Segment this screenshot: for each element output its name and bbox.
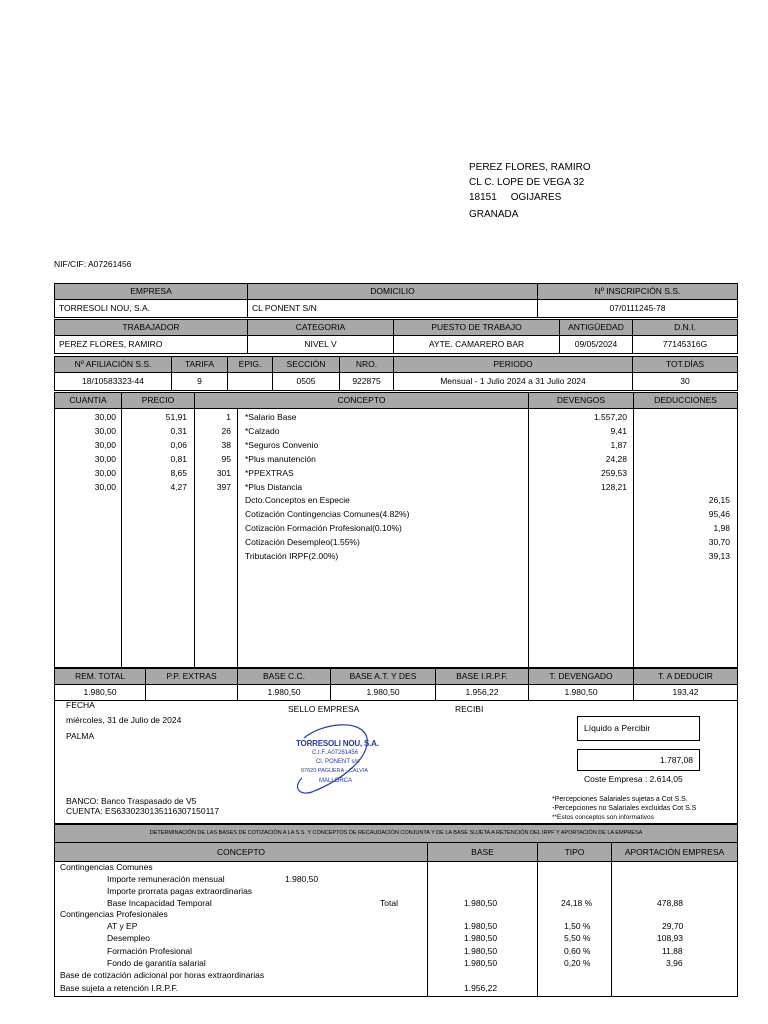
note-2: -Percepciones no Salariales excluidas Cot S.S — [552, 805, 697, 812]
stamp-line-4: 07620 PAGUERA - CALVIA — [301, 768, 369, 774]
concept-concepto: *Salario Base — [245, 412, 297, 422]
header-domicilio: DOMICILIO — [247, 283, 538, 300]
header-t-devengado: T. DEVENGADO — [528, 668, 634, 685]
worker-name: PEREZ FLORES, RAMIRO — [54, 335, 248, 354]
stamp-line-5: MALLORCA — [319, 778, 353, 784]
divider — [237, 408, 238, 668]
divider — [528, 408, 529, 668]
header-dni: D.N.I. — [632, 319, 738, 336]
header-base-irpf: BASE I.R.P.F. — [435, 668, 529, 685]
header-tarifa: TARIFA — [171, 356, 228, 373]
header-categoria: CATEGORIA — [247, 319, 394, 336]
concept-concepto: *Calzado — [245, 425, 280, 436]
header-devengos: DEVENGOS — [528, 392, 634, 409]
liquido-label-box — [577, 716, 700, 741]
divider — [427, 861, 428, 997]
header-afiliacion: Nº AFILIACIÓN S.S. — [54, 356, 172, 373]
concept-precio: 0,31 — [170, 425, 187, 436]
concept-cuantia: 30,00 — [94, 467, 116, 478]
concept-devengo: 24,28 — [605, 453, 627, 464]
determ-at-base: 1.980,50 — [464, 921, 498, 931]
determ-bca: Base de cotización adicional por horas extraordinarias — [60, 970, 265, 980]
recipient-address — [469, 160, 591, 222]
concept-precio: 0,81 — [170, 453, 187, 464]
determ-at: AT y EP — [107, 921, 138, 931]
concept-cuantia: 30,00 — [94, 453, 116, 464]
determ-bit-base: 1.980,50 — [464, 898, 498, 908]
determ-cp: Contingencias Profesionales — [60, 909, 168, 919]
header-rem-total: REM. TOTAL — [54, 668, 146, 685]
nro-value: 922875 — [339, 372, 394, 391]
determ-fp-base: 1.980,50 — [464, 946, 498, 956]
banco: BANCO: Banco Traspasado de V5 — [66, 796, 197, 806]
determ-des-base: 1.980,50 — [464, 933, 498, 943]
concept-code: 26 — [221, 425, 231, 436]
tarifa-value: 9 — [171, 372, 228, 391]
seccion-value: 0505 — [272, 372, 340, 391]
determ-at-ap: 29,70 — [662, 921, 684, 931]
determ-des-ap: 108,93 — [657, 933, 683, 943]
recipient-province: GRANADA — [469, 209, 519, 220]
header-inscripcion: Nº INSCRIPCIÓN S.S. — [537, 283, 738, 300]
concept-concepto: *Plus manutención — [245, 453, 316, 464]
concept-cuantia: 30,00 — [94, 481, 116, 492]
concept-precio: 8,65 — [170, 467, 187, 478]
concept-concepto: Tributación IRPF(2.00%) — [245, 551, 339, 561]
concept-concepto: Cotización Contingencias Comunes(4.82%) — [245, 509, 410, 520]
concept-devengo: 1,87 — [610, 439, 627, 450]
header-empresa: EMPRESA — [54, 283, 248, 300]
concept-cuantia: 30,00 — [94, 439, 116, 450]
t-deducir-value: 193,42 — [633, 684, 738, 701]
company-inscripcion: 07/0111245-78 — [537, 299, 738, 318]
header-totdias: TOT.DÍAS — [632, 356, 738, 373]
determ-at-tipo: 1,50 % — [564, 921, 591, 931]
concept-devengo: 1.557,20 — [593, 412, 627, 422]
concept-code: 95 — [221, 453, 231, 464]
header-t-deducir: T. A DEDUCIR — [633, 668, 738, 685]
concept-concepto: *Seguros Convenio — [245, 439, 319, 450]
determ-header-concepto: CONCEPTO — [54, 842, 428, 862]
concept-devengo: 128,21 — [601, 481, 627, 492]
concept-devengo: 259,53 — [601, 467, 627, 478]
header-base-cc: BASE C.C. — [237, 668, 331, 685]
recipient-street: CL C. LOPE DE VEGA 32 — [469, 177, 585, 188]
company-address: CL PONENT S/N — [247, 299, 538, 318]
determ-title: DETERMINACIÓN DE LAS BASES DE COTIZACIÓN A LA S.S. Y CONCEPTOS DE RECAUDACIÓN CONJUNTA Y DE LA BASE SUJETA A RETENCIÓN DEL IRPF Y APORTACIÓN DE LA EMPRESA — [54, 824, 738, 843]
divider — [121, 408, 122, 668]
concept-deduccion: 26,15 — [708, 495, 730, 506]
determ-bsr-base: 1.956,22 — [464, 983, 498, 993]
divider — [537, 861, 538, 997]
fecha-label: FECHA — [66, 700, 95, 710]
concept-concepto: Dcto.Conceptos en Especie — [245, 495, 350, 506]
periodo-value: Mensual - 1 Julio 2024 a 31 Julio 2024 — [393, 372, 633, 391]
concept-precio: 4,27 — [170, 481, 187, 492]
totdias-value: 30 — [632, 372, 738, 391]
determ-des-tipo: 5,50 % — [564, 933, 591, 943]
liquido-value-box — [577, 749, 700, 771]
header-base-at: BASE A.T. Y DES — [330, 668, 436, 685]
divider — [633, 408, 634, 668]
determ-bit-tipo: 24,18 % — [561, 898, 593, 908]
concepts-body — [54, 408, 738, 668]
determ-fp-tipo: 0,60 % — [564, 946, 591, 956]
worker-dni: 77145316G — [632, 335, 738, 354]
cuenta: CUENTA: ES6330230135116307150117 — [66, 806, 220, 816]
determ-bit-ap: 478,88 — [657, 898, 683, 908]
concept-code: 301 — [216, 467, 231, 478]
epig-value — [227, 372, 273, 391]
nif-label: NIF/CIF: A07261456 — [54, 259, 132, 269]
header-cuantia: CUANTIA — [54, 392, 122, 409]
base-cc-value: 1.980,50 — [237, 684, 331, 701]
determ-des: Desempleo — [107, 933, 150, 943]
header-epig: EPIG. — [227, 356, 273, 373]
recipient-name: PEREZ FLORES, RAMIRO — [469, 162, 591, 173]
header-periodo: PERIODO — [393, 356, 633, 373]
concept-code: 397 — [216, 481, 231, 492]
sello-label: SELLO EMPRESA — [288, 704, 360, 714]
recibi-label: RECIBI — [455, 704, 484, 714]
determ-cc: Contingencias Comunes — [60, 862, 153, 872]
determ-fg: Fondo de garantía salarial — [107, 958, 206, 968]
determ-irm: Importe remuneración mensual — [107, 874, 225, 884]
header-nro: NRO. — [339, 356, 394, 373]
header-trabajador: TRABAJADOR — [54, 319, 248, 336]
concept-deduccion: 30,70 — [708, 537, 730, 548]
determ-header-base: BASE — [427, 842, 538, 862]
base-irpf-value: 1.956,22 — [435, 684, 529, 701]
worker-categoria: NIVEL V — [247, 335, 394, 354]
determ-irm-value: 1.980,50 — [285, 874, 319, 884]
determ-fg-tipo: 0,20 % — [564, 958, 591, 968]
determ-fp-ap: 11,88 — [662, 946, 683, 956]
stamp-line-1: TORRESOLI NOU, S.A. — [296, 739, 379, 748]
worker-antiguedad: 09/05/2024 — [559, 335, 633, 354]
note-3: **Estos conceptos son informativos — [552, 814, 654, 821]
divider — [194, 408, 195, 668]
stamp-line-3: Cl. PONENT s/n — [316, 759, 360, 765]
concept-concepto: Cotización Formación Profesional(0.10%) — [245, 523, 402, 534]
concept-deduccion: 39,13 — [708, 551, 730, 561]
liquido-value: 1.787,08 — [659, 755, 693, 765]
note-1: *Percepciones Salariales sujetas a Cot S.S. — [552, 796, 688, 803]
header-pp-extras: P.P. EXTRAS — [145, 668, 238, 685]
determ-header-tipo: TIPO — [537, 842, 612, 862]
liquido-label: Líquido a Percibir — [584, 723, 651, 733]
header-antiguedad: ANTIGÜEDAD — [559, 319, 633, 336]
determ-bsr: Base sujeta a retención I.R.P.F. — [60, 983, 178, 993]
company-name: TORRESOLI NOU, S.A. — [54, 299, 248, 318]
coste-empresa: Coste Empresa : 2.614,05 — [584, 774, 683, 784]
determ-header-aportacion: APORTACIÓN EMPRESA — [611, 842, 738, 862]
determ-total: Total — [380, 898, 398, 908]
concept-cuantia: 30,00 — [94, 412, 116, 422]
header-concepto: CONCEPTO — [194, 392, 529, 409]
header-puesto: PUESTO DE TRABAJO — [393, 319, 560, 336]
concept-code: 38 — [221, 439, 231, 450]
concept-deduccion: 1,98 — [713, 523, 730, 534]
concept-code: 1 — [226, 412, 231, 422]
concept-precio: 0,06 — [170, 439, 187, 450]
concept-concepto: Cotización Desempleo(1.55%) — [245, 537, 360, 548]
recipient-city-line: 18151 OGIJARES — [469, 192, 562, 203]
stamp-line-2: C.I.F. A07261456 — [312, 750, 359, 756]
concept-cuantia: 30,00 — [94, 425, 116, 436]
determ-ipp: Importe prorrata pagas extraordinarias — [107, 886, 253, 896]
fecha-value: miércoles, 31 de Julio de 2024 — [66, 715, 182, 725]
determ-bit: Base Incapacidad Temporal — [107, 898, 212, 908]
rem-total-value: 1.980,50 — [54, 684, 146, 701]
pp-extras-value — [145, 684, 238, 701]
t-devengado-value: 1.980,50 — [528, 684, 634, 701]
concept-concepto: *PPEXTRAS — [245, 467, 294, 478]
determ-fg-ap: 3,96 — [666, 958, 683, 968]
concept-concepto: *Plus Distancia — [245, 481, 303, 492]
header-seccion: SECCIÓN — [272, 356, 340, 373]
worker-puesto: AYTE. CAMARERO BAR — [393, 335, 560, 354]
afiliacion-value: 18/10583323-44 — [54, 372, 172, 391]
determ-fg-base: 1.980,50 — [464, 958, 498, 968]
header-precio: PRECIO — [121, 392, 195, 409]
concept-precio: 51,91 — [165, 412, 187, 422]
header-deducciones: DEDUCCIONES — [633, 392, 738, 409]
lugar-value: PALMA — [66, 731, 95, 741]
concept-deduccion: 95,46 — [708, 509, 730, 520]
divider — [611, 861, 612, 997]
determ-fp: Formación Profesional — [107, 946, 193, 956]
base-at-value: 1.980,50 — [330, 684, 436, 701]
concept-devengo: 9,41 — [610, 425, 627, 436]
